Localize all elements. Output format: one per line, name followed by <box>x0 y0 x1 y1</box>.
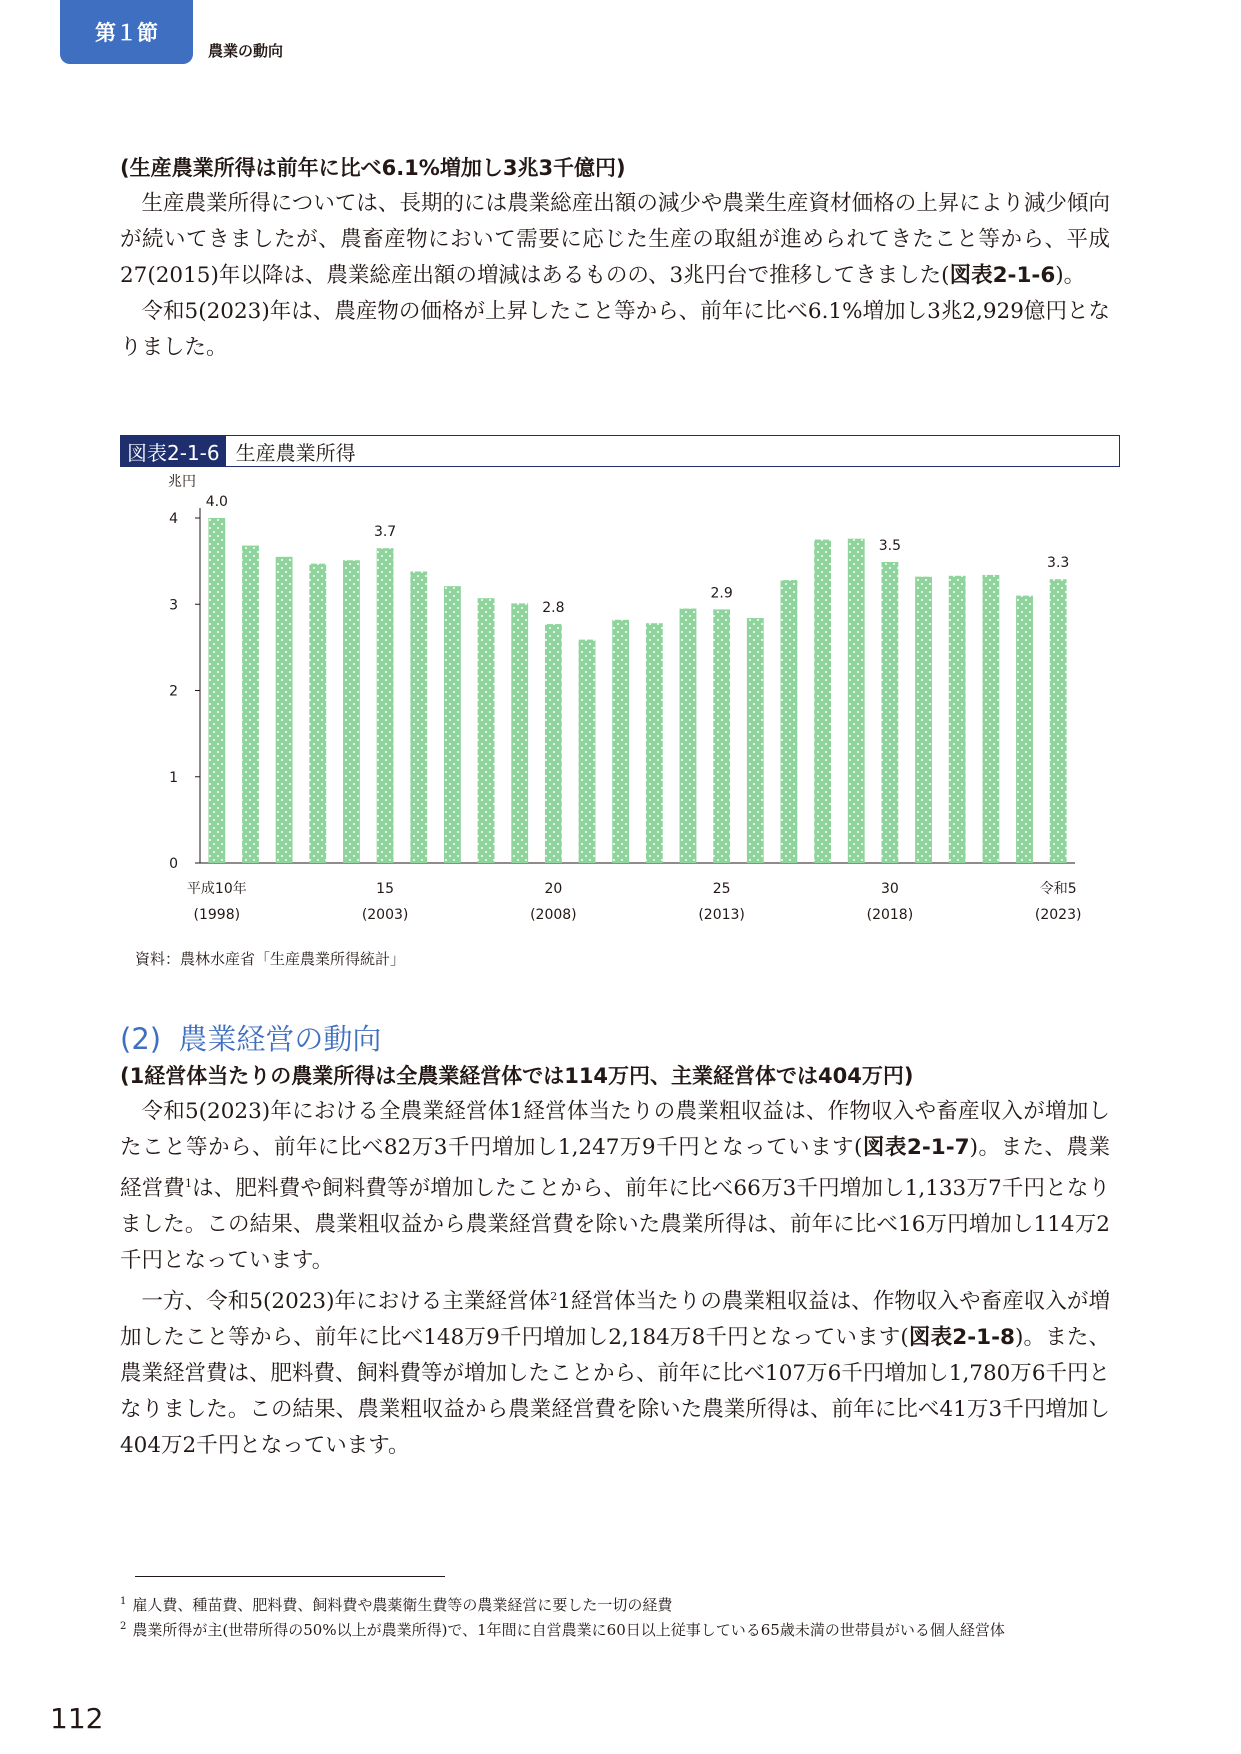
footnote-ref[interactable]: 1 <box>184 1177 192 1190</box>
paragraph-text: )。また、農業経営費は、肥料費、飼料費等が増加したことから、前年に比べ107万6千円増加し1,780万6千円となりました。この結果、農業粗収益から農業経営費を除いた農業所得は、前年に比べ41万3千円増加し404万2千円となっています。 <box>120 1325 1111 1459</box>
section-heading <box>120 1017 381 1058</box>
paragraph-text: 1経営体当たりの農業粗収益は、作物収入や畜産収入が増加したこと等から、前年に比べ148万9千円増加し2,184万8千円となっています( <box>120 1289 1110 1351</box>
income-paragraph-2: 令和5(2023)年は、農産物の価格が上昇したこと等から、前年に比べ6.1%増加し3兆2,929億円となりました。 <box>120 299 1110 360</box>
paragraph-text: )。また、農業経営費 <box>120 1135 1111 1202</box>
x-tick-label: 令和5 <box>1039 881 1077 897</box>
bar <box>713 609 730 863</box>
footnote-number: 2 <box>120 1621 127 1632</box>
x-tick-year-label: (2003) <box>361 907 409 923</box>
bar <box>949 576 966 863</box>
footnote-text: 農業所得が主(世帯所得の50%以上が農業所得)で、1年間に自営農業に60日以上従事している65歳未満の世帯員がいる個人経営体 <box>132 1621 1005 1639</box>
y-tick-label: 3 <box>169 597 178 614</box>
figure-title-box <box>120 435 1120 467</box>
paragraph-text: 生産農業所得については、長期的には農業総産出額の減少や農業生産資材価格の上昇により減少傾向が続いてきましたが、農畜産物において需要に応じた生産の取組が進められてきたこと等から、平成27(2015)年以降は、農業総産出額の増減はあるものの、3兆円台で推移してきました( <box>120 191 1110 288</box>
section-heading-title: 農業経営の動向 <box>178 1022 382 1056</box>
figure-ref[interactable]: 図表2-1-6 <box>949 263 1056 288</box>
x-tick-label: 平成10年 <box>186 881 247 897</box>
x-tick-label: 20 <box>544 881 563 897</box>
data-label: 2.8 <box>542 600 565 617</box>
management-paragraph-2 <box>120 1279 1110 1464</box>
data-label: 3.7 <box>373 524 397 541</box>
bar <box>343 560 360 863</box>
management-paragraph-1 <box>120 1094 1110 1279</box>
y-tick-label: 4 <box>169 511 178 527</box>
paragraph-text: 令和5(2023)年における全農業経営体1経営体当たりの農業粗収益は、作物収入や畜産収入が増加したこと等から、前年に比べ82万3千円増加し1,247万9千円となっています( <box>120 1099 1110 1160</box>
data-label: 3.5 <box>878 537 902 554</box>
footnote-number: 1 <box>120 1596 127 1607</box>
bar <box>781 580 798 863</box>
paragraph-text: は、肥料費や飼料費等が増加したことから、前年に比べ66万3千円増加し1,133万7千円となりました。この結果、農業粗収益から農業経営費を除いた農業所得は、前年に比べ16万円増加し114万2千円となっています。 <box>120 1176 1110 1274</box>
bar <box>848 539 865 863</box>
x-tick-label: 30 <box>880 881 899 897</box>
chart-marks <box>169 494 1081 923</box>
bar <box>410 571 427 863</box>
bar <box>1050 579 1067 863</box>
y-tick-label: 0 <box>169 856 178 872</box>
section-number: 第１節 <box>95 21 158 45</box>
bar <box>646 623 663 863</box>
bar <box>612 620 629 863</box>
data-label: 3.3 <box>1047 555 1070 572</box>
bar-chart-svg <box>120 470 1120 950</box>
management-section <box>120 1058 1110 1464</box>
page-number: 112 <box>50 1702 104 1735</box>
bar <box>915 577 932 863</box>
figure-label: 図表2-1-6 <box>121 436 226 466</box>
y-tick-label: 1 <box>169 769 178 786</box>
paragraph-text: )。 <box>1055 263 1086 288</box>
bar <box>579 640 596 863</box>
x-tick-label: 25 <box>712 881 731 897</box>
x-tick-year-label: (2013) <box>698 907 745 923</box>
y-tick-label: 2 <box>169 683 178 700</box>
bar <box>982 575 999 863</box>
section-tab <box>60 0 193 64</box>
footnotes <box>120 1591 1120 1641</box>
x-tick-year-label: (2023) <box>1034 907 1082 923</box>
bar <box>242 546 259 863</box>
paragraph-text: 一方、令和5(2023)年における主業経営体 <box>141 1289 551 1315</box>
bar <box>377 548 394 863</box>
x-tick-label: 15 <box>376 881 395 897</box>
figure-ref[interactable]: 図表2-1-8 <box>908 1325 1015 1351</box>
bar <box>478 598 495 863</box>
data-label: 2.9 <box>710 585 733 602</box>
figure-name: 生産農業所得 <box>235 440 356 465</box>
bar <box>545 624 562 863</box>
data-label: 4.0 <box>205 494 228 510</box>
income-chart <box>120 470 1120 950</box>
y-axis-unit: 兆円 <box>168 474 196 490</box>
footnote-text: 雇人費、種苗費、肥料費、飼料費や農薬衛生費等の農業経営に要した一切の経費 <box>132 1596 673 1614</box>
bar <box>511 603 528 863</box>
chapter-title: 農業の動向 <box>208 42 284 60</box>
section-heading-number: (2) <box>120 1022 162 1056</box>
bar <box>1016 596 1033 863</box>
footnote-ref[interactable]: 2 <box>550 1290 558 1304</box>
x-tick-year-label: (1998) <box>193 907 241 923</box>
figure-ref[interactable]: 図表2-1-7 <box>862 1135 970 1160</box>
bar <box>814 540 831 863</box>
income-heading: (生産農業所得は前年に比べ6.1%増加し3兆3千億円) <box>120 156 626 180</box>
bar <box>276 557 293 863</box>
chart-source: 資料：農林水産省「生産農業所得統計」 <box>135 950 406 968</box>
income-paragraph-1 <box>120 186 1110 294</box>
bar <box>881 562 898 863</box>
bar <box>208 518 225 863</box>
management-heading: (1経営体当たりの農業所得は全農業経営体では114万円、主業経営体では404万円) <box>120 1064 914 1088</box>
footnote-1 <box>120 1591 1120 1616</box>
bar <box>680 609 697 863</box>
x-tick-year-label: (2018) <box>866 907 914 923</box>
income-section <box>120 150 1110 366</box>
bar <box>309 564 326 863</box>
bar <box>444 586 461 863</box>
bar <box>747 618 764 863</box>
footnote-2 <box>120 1616 1120 1641</box>
x-tick-year-label: (2008) <box>530 907 577 923</box>
footnote-divider <box>135 1576 445 1577</box>
